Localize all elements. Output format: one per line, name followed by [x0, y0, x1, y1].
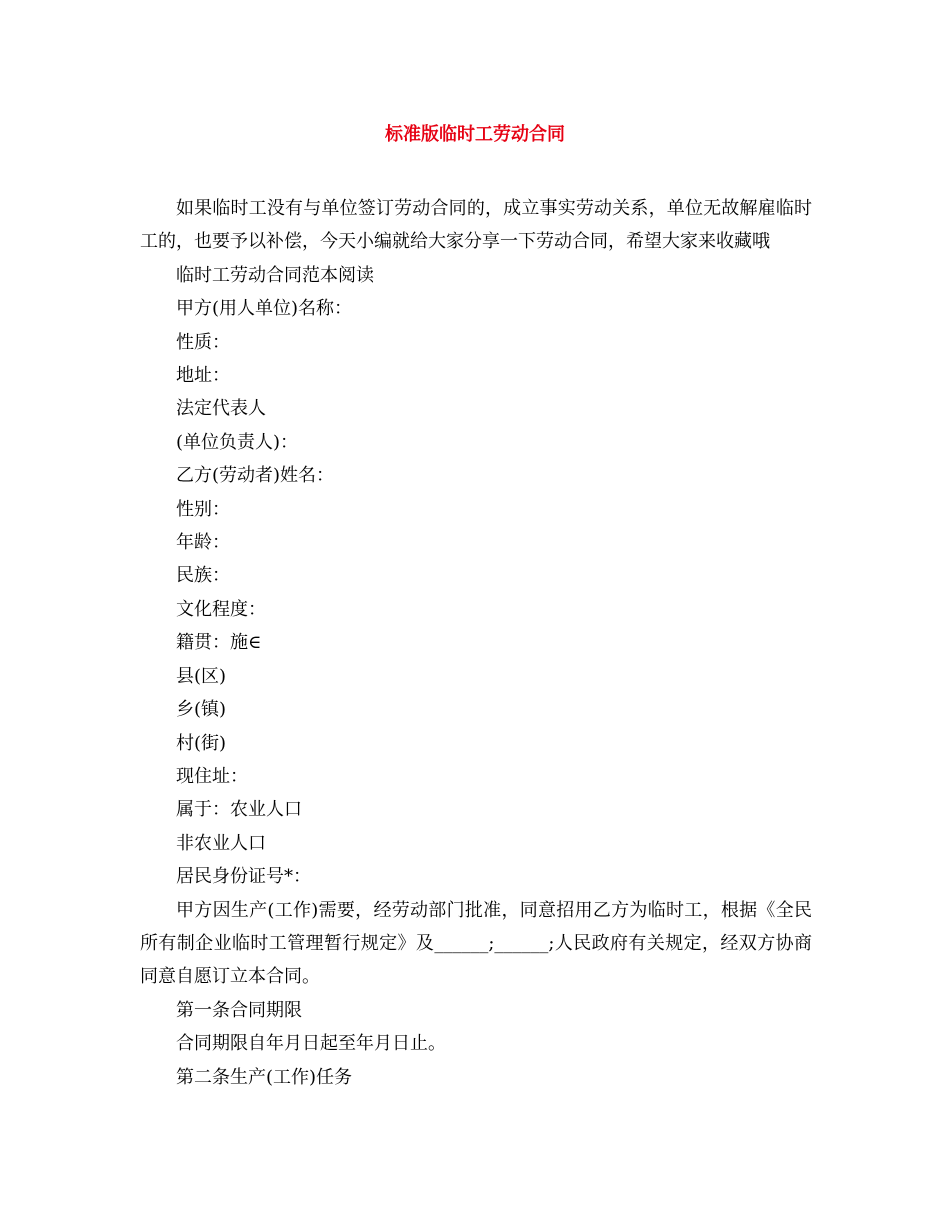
field-nature: 性质：	[176, 331, 230, 353]
article-1-text: 合同期限自年月日起至年月日止。	[176, 1033, 446, 1055]
paragraph-agreement: 甲方因生产(工作)需要，经劳动部门批准，同意招用乙方为临时工，根据《全民所有制企业临时工管理暂行规定》及______;______;人民政府有关规定，经双方协商同意自愿订立本合同。	[140, 899, 812, 988]
field-township: 乡(镇)	[176, 699, 227, 721]
field-village: 村(街)	[176, 732, 227, 754]
field-education: 文化程度：	[176, 598, 266, 620]
field-native-place: 籍贯：施∈	[176, 632, 262, 654]
article-2-heading: 第二条生产(工作)任务	[176, 1066, 353, 1088]
article-1-heading: 第一条合同期限	[176, 999, 302, 1021]
field-current-address: 现住址：	[176, 765, 248, 787]
paragraph-intro: 如果临时工没有与单位签订劳动合同的，成立事实劳动关系，单位无故解雇临时工的，也要予以补偿，今天小编就给大家分享一下劳动合同，希望大家来收藏哦	[140, 198, 812, 253]
field-address: 地址：	[176, 365, 230, 387]
document-body	[140, 192, 812, 1094]
field-household-non-agricultural: 非农业人口	[176, 832, 266, 854]
field-legal-representative: 法定代表人	[176, 398, 266, 420]
field-ethnicity: 民族：	[176, 565, 230, 587]
field-gender: 性别：	[176, 498, 230, 520]
field-party-a-name: 甲方(用人单位)名称：	[176, 298, 353, 320]
field-county: 县(区)	[176, 665, 227, 687]
field-id-number: 居民身份证号*：	[176, 866, 311, 888]
field-party-b-name: 乙方(劳动者)姓名：	[176, 465, 335, 487]
field-unit-leader: (单位负责人)：	[176, 431, 299, 453]
document-title: 标准版临时工劳动合同	[385, 124, 565, 145]
paragraph-sample-heading: 临时工劳动合同范本阅读	[176, 264, 374, 286]
field-household-agricultural: 属于：农业人口	[176, 799, 302, 821]
field-age: 年龄：	[176, 532, 230, 554]
